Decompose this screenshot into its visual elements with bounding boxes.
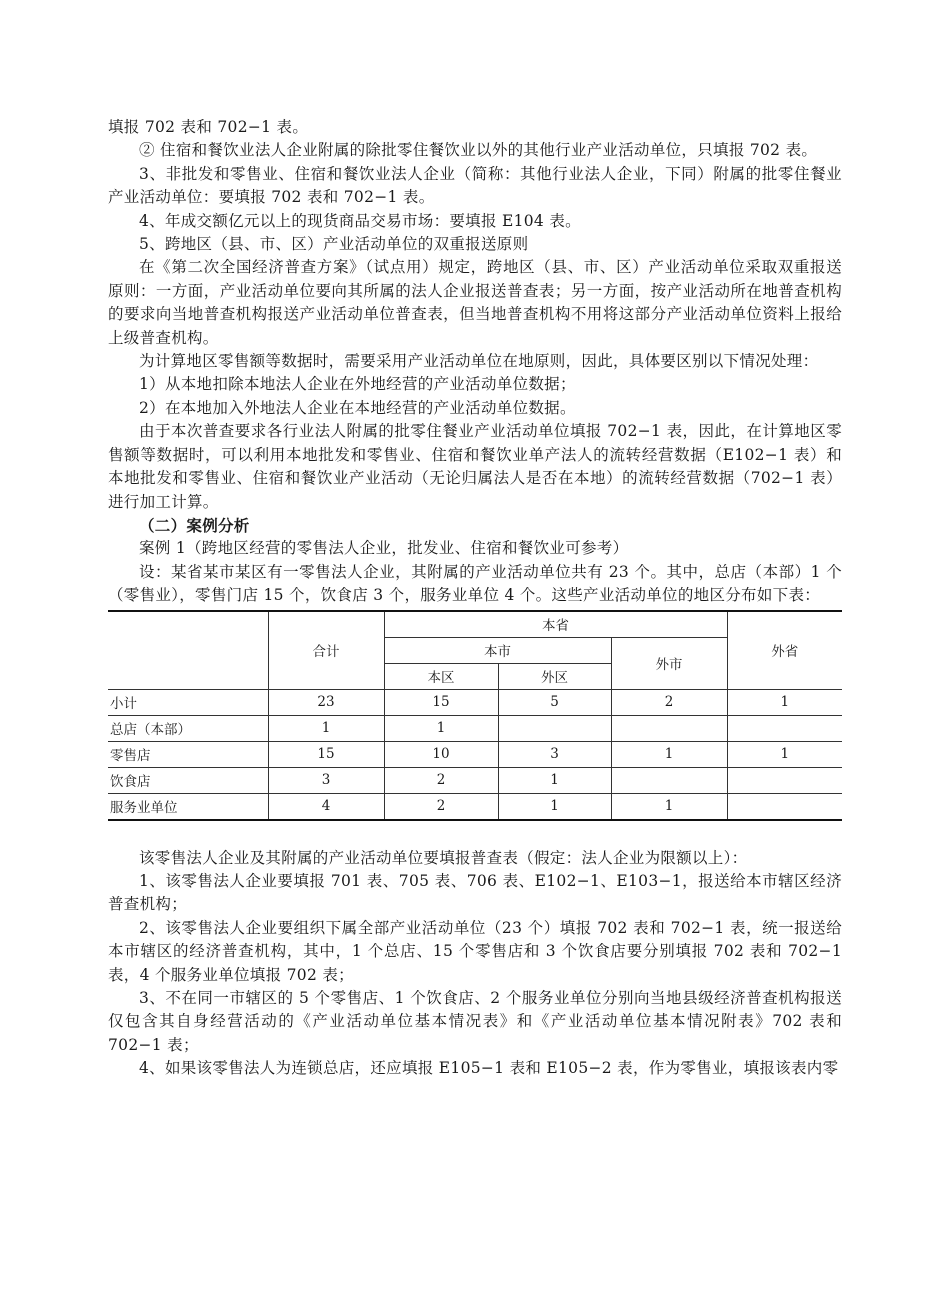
paragraph: 该零售法人企业及其附属的产业活动单位要填报普查表（假定：法人企业为限额以上）： [139,848,748,867]
header-other-district: 外区 [498,663,611,689]
paragraph: 1）从本地扣除本地法人企业在外地经营的产业活动单位数据； [139,375,576,394]
distribution-table [108,610,842,821]
paragraph: 案例 1（跨地区经营的零售法人企业，批发业、住宿和餐饮业可参考） [139,539,629,558]
cell-district: 2 [384,793,498,820]
cell-total: 15 [268,741,384,767]
table-row [108,715,842,741]
cell-other-province [727,767,842,793]
paragraph: 2、该零售法人企业要组织下属全部产业活动单位（23 个）填报 702 表和 702−1 表，统一报送给本市辖区的经济普查机构，其中，1 个总店、15 个零售店和 3 个饮食店要分别填报 702 表和 702−1 表，4 个服务业单位填报 702 表； [108,918,842,984]
header-total: 合计 [268,611,384,690]
cell-district: 2 [384,767,498,793]
cell-other-district: 3 [498,741,611,767]
cell-other-city: 1 [611,741,727,767]
header-district: 本区 [384,663,498,689]
table-row [108,793,842,820]
cell-other-city [611,767,727,793]
paragraph: 4、如果该零售法人为连锁总店，还应填报 E105−1 表和 E105−2 表，作为零售业，填报该表内零 [139,1059,839,1078]
row-label: 饮食店 [108,767,268,793]
section-heading: （二）案例分析 [139,515,250,535]
paragraph: 由于本次普查要求各行业法人附属的批零住餐业产业活动单位填报 702−1 表，因此，在计算地区零售额等数据时，可以利用本地批发和零售业、住宿和餐饮业单产法人的流转经营数据（E102−1 表）和本地批发和零售业、住宿和餐饮业产业活动（无论归属法人是否在本地）的流转经营数据（702−1 表）进行加工计算。 [108,422,842,511]
header-other-city: 外市 [611,637,727,689]
cell-other-province: 1 [727,689,842,715]
header-city: 本市 [384,637,611,663]
header-province: 本省 [384,611,727,638]
cell-other-district: 1 [498,767,611,793]
table-row [108,741,842,767]
row-label: 零售店 [108,741,268,767]
cell-other-city [611,715,727,741]
paragraph: 3、不在同一市辖区的 5 个零售店、1 个饮食店、2 个服务业单位分别向当地县级经济普查机构报送仅包含其自身经营活动的《产业活动单位基本情况表》和《产业活动单位基本情况附表》702 表和 702−1 表； [108,988,842,1054]
cell-total: 23 [268,689,384,715]
header-other-province: 外省 [727,611,842,690]
row-label: 总店（本部） [108,715,268,741]
paragraph: 5、跨地区（县、市、区）产业活动单位的双重报送原则 [139,235,529,254]
paragraph: 4、年成交额亿元以上的现货商品交易市场：要填报 E104 表。 [139,211,581,230]
cell-district: 15 [384,689,498,715]
cell-other-city: 1 [611,793,727,820]
row-label: 小计 [108,689,268,715]
cell-district: 10 [384,741,498,767]
document-page [108,116,842,1081]
table-corner-cell [108,611,268,690]
cell-total: 1 [268,715,384,741]
cell-total: 4 [268,793,384,820]
cell-other-province [727,793,842,820]
paragraph: 填报 702 表和 702−1 表。 [108,118,309,136]
paragraph: 2）在本地加入外地法人企业在本地经营的产业活动单位数据。 [139,398,576,417]
cell-other-province [727,715,842,741]
cell-other-province: 1 [727,741,842,767]
paragraph: 3、非批发和零售业、住宿和餐饮业法人企业（简称：其他行业法人企业，下同）附属的批零住餐业产业活动单位：要填报 702 表和 702−1 表。 [108,164,842,207]
cell-district: 1 [384,715,498,741]
table-row [108,689,842,715]
cell-other-city: 2 [611,689,727,715]
paragraph: ② 住宿和餐饮业法人企业附属的除批零住餐饮业以外的其他行业产业活动单位，只填报 702 表。 [139,141,818,160]
table-row [108,767,842,793]
paragraph: 为计算地区零售额等数据时，需要采用产业活动单位在地原则，因此，具体要区别以下情况处理： [139,352,819,371]
cell-other-district: 5 [498,689,611,715]
paragraph: 设：某省某市某区有一零售法人企业，其附属的产业活动单位共有 23 个。其中，总店（本部）1 个（零售业），零售门店 15 个，饮食店 3 个，服务业单位 4 个。这些产业活动单位的地区分布如下表： [108,562,842,605]
paragraph: 在《第二次全国经济普查方案》（试点用）规定，跨地区（县、市、区）产业活动单位采取双重报送原则：一方面，产业活动单位要向其所属的法人企业报送普查表；另一方面，按产业活动所在地普查机构的要求向当地普查机构报送产业活动单位普查表，但当地普查机构不用将这部分产业活动单位资料上报给上级普查机构。 [108,258,842,347]
row-label: 服务业单位 [108,793,268,820]
cell-other-district: 1 [498,793,611,820]
cell-total: 3 [268,767,384,793]
spacer [108,821,842,847]
cell-other-district [498,715,611,741]
paragraph: 1、该零售法人企业要填报 701 表、705 表、706 表、E102−1、E103−1，报送给本市辖区经济普查机构； [108,871,842,914]
